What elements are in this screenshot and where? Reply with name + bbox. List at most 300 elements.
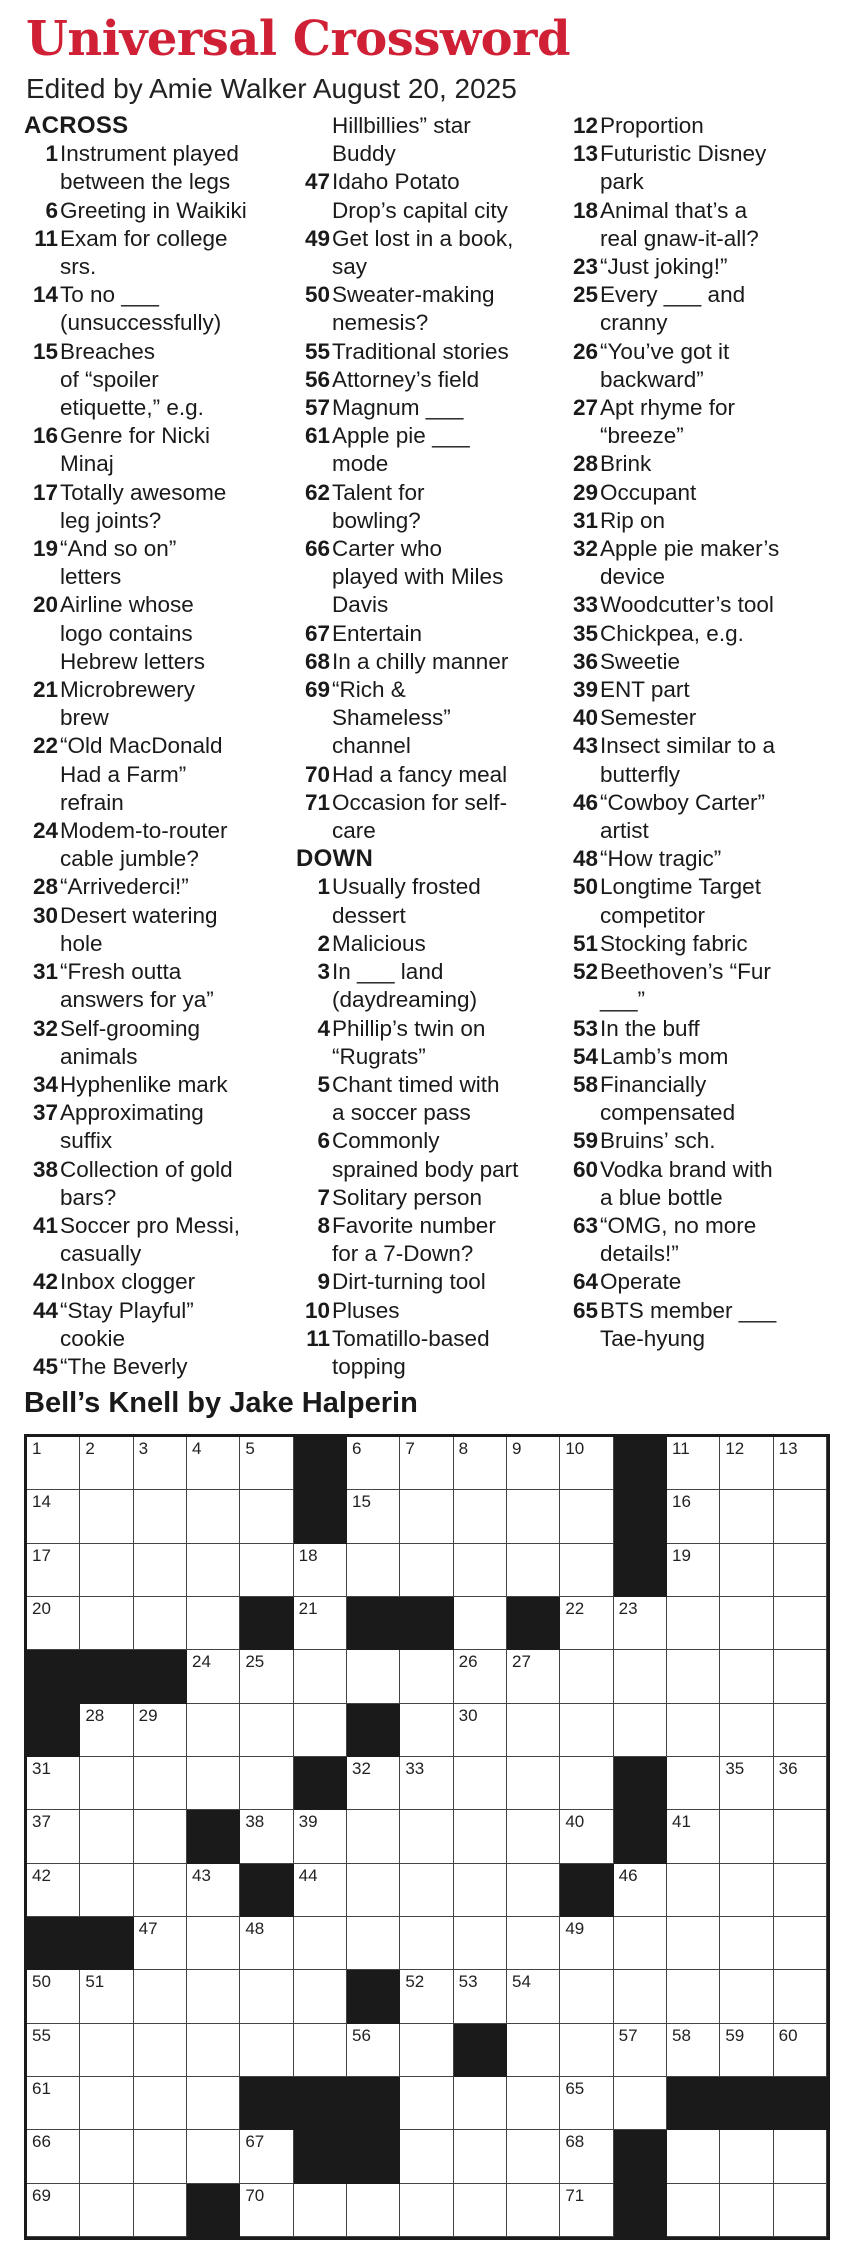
cell-number: 53 [458, 1972, 478, 1992]
grid-cell[interactable] [134, 1490, 187, 1543]
grid-cell[interactable] [667, 2130, 720, 2183]
clue-text: “You’ve got it [600, 338, 730, 364]
grid-cell[interactable] [294, 1650, 347, 1703]
grid-cell[interactable] [134, 1704, 187, 1757]
grid-cell[interactable] [614, 2024, 667, 2077]
grid-cell[interactable] [400, 2024, 453, 2077]
grid-cell[interactable] [560, 1810, 613, 1863]
clue-number: 11 [34, 225, 58, 251]
grid-cell[interactable] [560, 2184, 613, 2237]
grid-cell[interactable] [560, 2024, 613, 2077]
grid-cell[interactable] [240, 2130, 293, 2183]
grid-cell[interactable] [240, 1437, 293, 1490]
clue-text: Every ___ and [600, 282, 746, 308]
grid-cell[interactable] [240, 1544, 293, 1597]
clue-item [24, 1297, 264, 1325]
clue-number: 55 [304, 338, 330, 364]
clue-item [564, 620, 826, 648]
clue-item [564, 958, 826, 986]
grid-cell[interactable] [80, 1490, 133, 1543]
grid-cell[interactable] [347, 2024, 400, 2077]
grid-cell[interactable] [400, 2130, 453, 2183]
grid-cell[interactable] [347, 1437, 400, 1490]
grid-cell[interactable] [294, 1704, 347, 1757]
grid-cell[interactable] [667, 1864, 720, 1917]
clue-text: Instrument played [60, 141, 239, 167]
grid-cell[interactable] [134, 2024, 187, 2077]
clue-text: topping [332, 1353, 406, 1379]
grid-cell[interactable] [454, 1437, 507, 1490]
clue-item [296, 873, 551, 901]
grid-cell[interactable] [294, 1544, 347, 1597]
grid-cell[interactable] [454, 1704, 507, 1757]
grid-cell[interactable] [27, 2130, 80, 2183]
clue-number: 25 [572, 282, 598, 308]
grid-cell[interactable] [400, 2077, 453, 2130]
grid-cell[interactable] [560, 1650, 613, 1703]
grid-cell[interactable] [454, 1650, 507, 1703]
clue-text: letters [60, 564, 122, 590]
grid-cell[interactable] [294, 1970, 347, 2023]
grid-cell[interactable] [80, 1810, 133, 1863]
grid-cell[interactable] [347, 1917, 400, 1970]
grid-cell[interactable] [240, 1650, 293, 1703]
cell-number: 21 [298, 1599, 318, 1618]
clue-text: compensated [600, 1100, 736, 1126]
grid-cell[interactable] [774, 1864, 827, 1917]
clue-text: “Arrivederci!” [60, 874, 189, 900]
grid-cell[interactable] [614, 1650, 667, 1703]
grid-cell[interactable] [454, 1544, 507, 1597]
grid-cell[interactable] [507, 1970, 560, 2023]
grid-cell[interactable] [667, 1704, 720, 1757]
clue-number: 68 [304, 648, 330, 674]
grid-cell[interactable] [560, 1597, 613, 1650]
clue-text: “Cowboy Carter” [600, 789, 766, 815]
grid-cell[interactable] [667, 1490, 720, 1543]
grid-cell[interactable] [454, 1864, 507, 1917]
grid-cell[interactable] [774, 1437, 827, 1490]
clue-item [564, 197, 826, 225]
clue-item-continuation [564, 1184, 826, 1212]
grid-cell[interactable] [774, 1704, 827, 1757]
grid-cell[interactable] [240, 1970, 293, 2023]
clue-item-continuation [24, 1184, 264, 1212]
grid-block [27, 1650, 80, 1703]
clue-text: Malicious [332, 930, 426, 956]
grid-cell[interactable] [240, 1810, 293, 1863]
clue-item [564, 479, 826, 507]
grid-cell[interactable] [614, 1917, 667, 1970]
cell-number: 4 [192, 1439, 202, 1458]
clue-number: 8 [317, 1212, 330, 1238]
clue-text: Occupant [600, 479, 697, 505]
grid-cell[interactable] [27, 2184, 80, 2237]
grid-cell[interactable] [240, 1490, 293, 1543]
clue-item [24, 535, 264, 563]
grid-cell[interactable] [667, 2184, 720, 2237]
grid-cell[interactable] [80, 1437, 133, 1490]
grid-cell[interactable] [80, 1704, 133, 1757]
grid-cell[interactable] [667, 1917, 720, 1970]
grid-cell[interactable] [80, 1970, 133, 2023]
clue-item-continuation [24, 1325, 264, 1353]
grid-cell[interactable] [80, 2077, 133, 2130]
grid-cell[interactable] [80, 2130, 133, 2183]
cell-number: 61 [32, 2079, 51, 2098]
grid-cell[interactable] [400, 1544, 453, 1597]
grid-cell[interactable] [134, 1544, 187, 1597]
grid-cell[interactable] [507, 1810, 560, 1863]
grid-cell[interactable] [400, 1650, 453, 1703]
clue-text: Approximating [60, 1100, 204, 1126]
clue-number: 64 [572, 1269, 598, 1295]
grid-cell[interactable] [240, 2024, 293, 2077]
grid-cell[interactable] [560, 2077, 613, 2130]
grid-cell[interactable] [294, 1864, 347, 1917]
clue-item-continuation [296, 1240, 551, 1268]
grid-cell[interactable] [614, 1864, 667, 1917]
grid-cell[interactable] [667, 1757, 720, 1810]
clue-item [24, 676, 264, 704]
clue-number: 46 [572, 789, 598, 815]
clue-item [296, 338, 551, 366]
grid-cell[interactable] [294, 1597, 347, 1650]
clue-text: real gnaw-it-all? [600, 225, 759, 251]
grid-cell[interactable] [774, 1490, 827, 1543]
grid-cell[interactable] [27, 1437, 80, 1490]
grid-cell[interactable] [187, 1970, 240, 2023]
grid-cell[interactable] [294, 1810, 347, 1863]
grid-cell[interactable] [134, 1757, 187, 1810]
clue-item-continuation [24, 507, 264, 535]
grid-cell[interactable] [80, 1864, 133, 1917]
grid-cell[interactable] [720, 1490, 773, 1543]
grid-cell[interactable] [774, 1810, 827, 1863]
grid-cell[interactable] [720, 1917, 773, 1970]
clue-number: 27 [572, 395, 598, 421]
grid-cell[interactable] [560, 1544, 613, 1597]
grid-cell[interactable] [774, 2130, 827, 2183]
grid-cell[interactable] [134, 1970, 187, 2023]
clue-text: Usually frosted [332, 874, 481, 900]
cell-number: 22 [565, 1599, 585, 1618]
grid-cell[interactable] [507, 2024, 560, 2077]
grid-cell[interactable] [560, 1704, 613, 1757]
cell-number: 8 [458, 1439, 469, 1458]
grid-cell[interactable] [720, 1864, 773, 1917]
grid-cell[interactable] [507, 1864, 560, 1917]
grid-cell[interactable] [560, 1917, 613, 1970]
grid-cell[interactable] [187, 2077, 240, 2130]
grid-cell[interactable] [27, 2024, 80, 2077]
clue-item [24, 1156, 264, 1184]
grid-cell[interactable] [27, 2077, 80, 2130]
clue-text: Get lost in a book, [332, 225, 514, 251]
cell-number: 19 [672, 1545, 691, 1565]
grid-cell[interactable] [507, 2184, 560, 2237]
grid-cell[interactable] [187, 1704, 240, 1757]
clue-number: 37 [32, 1100, 58, 1126]
cell-number: 67 [245, 2132, 265, 2152]
grid-cell[interactable] [667, 2024, 720, 2077]
grid-cell[interactable] [240, 1704, 293, 1757]
cell-number: 56 [352, 2025, 371, 2045]
clue-number: 12 [572, 113, 598, 138]
grid-cell[interactable] [507, 1650, 560, 1703]
grid-cell[interactable] [80, 1757, 133, 1810]
clue-text: To no ___ [60, 282, 159, 308]
down-clue-list-continued [564, 112, 826, 1353]
grid-cell[interactable] [774, 1757, 827, 1810]
grid-cell[interactable] [347, 1864, 400, 1917]
grid-cell[interactable] [720, 1437, 773, 1490]
clue-item-continuation [564, 761, 826, 789]
grid-cell[interactable] [80, 2184, 133, 2237]
grid-cell[interactable] [507, 1437, 560, 1490]
grid-cell[interactable] [507, 1704, 560, 1757]
grid-cell[interactable] [400, 1490, 453, 1543]
clue-text: Airline whose [60, 592, 194, 618]
clue-item [564, 1043, 826, 1071]
clue-item [24, 591, 264, 619]
grid-cell[interactable] [187, 1864, 240, 1917]
grid-cell[interactable] [134, 2077, 187, 2130]
grid-cell[interactable] [400, 1704, 453, 1757]
grid-cell[interactable] [134, 1597, 187, 1650]
clue-number: 61 [304, 423, 330, 449]
clue-text: Genre for Nicki [60, 423, 211, 449]
grid-cell[interactable] [187, 1437, 240, 1490]
cell-number: 18 [298, 1545, 318, 1565]
grid-block [347, 2130, 400, 2183]
grid-cell[interactable] [507, 2077, 560, 2130]
grid-cell[interactable] [347, 1650, 400, 1703]
clue-text: Modem-to-router [60, 818, 228, 844]
grid-cell[interactable] [187, 1757, 240, 1810]
grid-cell[interactable] [720, 1544, 773, 1597]
grid-cell[interactable] [347, 1544, 400, 1597]
clue-text: “Stay Playful” [60, 1297, 194, 1323]
grid-cell[interactable] [27, 1970, 80, 2023]
grid-cell[interactable] [27, 1544, 80, 1597]
clue-item-continuation [296, 1353, 551, 1381]
clue-number: 63 [572, 1212, 598, 1238]
clue-text: Apt rhyme for [600, 395, 736, 421]
grid-cell[interactable] [774, 1544, 827, 1597]
grid-block [134, 1650, 187, 1703]
clue-item [24, 732, 264, 760]
clue-text: Self-grooming [60, 1015, 201, 1041]
clue-item [564, 1015, 826, 1043]
grid-cell[interactable] [187, 1917, 240, 1970]
grid-cell[interactable] [774, 2184, 827, 2237]
grid-cell[interactable] [774, 1650, 827, 1703]
grid-cell[interactable] [720, 1597, 773, 1650]
grid-cell[interactable] [667, 1544, 720, 1597]
grid-cell[interactable] [27, 1597, 80, 1650]
grid-cell[interactable] [454, 1917, 507, 1970]
grid-block [294, 2077, 347, 2130]
clue-number: 57 [304, 395, 330, 421]
clue-text: Shameless” [332, 705, 451, 731]
clue-text: Drop’s capital city [332, 197, 508, 223]
grid-cell[interactable] [187, 1490, 240, 1543]
grid-cell[interactable] [720, 1970, 773, 2023]
grid-cell[interactable] [80, 1597, 133, 1650]
grid-block [614, 1490, 667, 1543]
grid-cell[interactable] [720, 2184, 773, 2237]
clue-text: Pluses [332, 1297, 400, 1323]
clue-number: 32 [572, 536, 598, 562]
clue-item [564, 535, 826, 563]
grid-cell[interactable] [720, 1757, 773, 1810]
clue-item-continuation [24, 620, 264, 648]
grid-cell[interactable] [560, 1970, 613, 2023]
grid-cell[interactable] [400, 1917, 453, 1970]
grid-cell[interactable] [560, 1437, 613, 1490]
grid-block [667, 2077, 720, 2130]
grid-cell[interactable] [614, 1597, 667, 1650]
grid-cell[interactable] [294, 1917, 347, 1970]
clue-item-continuation [24, 563, 264, 591]
grid-cell[interactable] [134, 2184, 187, 2237]
down-heading: DOWN [296, 845, 374, 873]
grid-cell[interactable] [400, 1810, 453, 1863]
grid-cell[interactable] [187, 1544, 240, 1597]
grid-cell[interactable] [667, 1437, 720, 1490]
grid-cell[interactable] [454, 1597, 507, 1650]
grid-cell[interactable] [454, 1757, 507, 1810]
grid-cell[interactable] [507, 1490, 560, 1543]
clue-item-continuation [564, 817, 826, 845]
grid-cell[interactable] [614, 1704, 667, 1757]
grid-cell[interactable] [347, 1490, 400, 1543]
grid-cell[interactable] [667, 1597, 720, 1650]
grid-cell[interactable] [560, 1490, 613, 1543]
grid-cell[interactable] [187, 1650, 240, 1703]
clue-item [24, 873, 264, 901]
grid-cell[interactable] [614, 2077, 667, 2130]
clue-text: Financially [600, 1071, 707, 1097]
clue-text: Buddy [332, 141, 396, 167]
grid-cell[interactable] [294, 2184, 347, 2237]
grid-cell[interactable] [774, 2024, 827, 2077]
clue-text: ENT part [600, 677, 690, 703]
cell-number: 41 [672, 1812, 691, 1832]
grid-cell[interactable] [347, 1757, 400, 1810]
grid-cell[interactable] [720, 1650, 773, 1703]
grid-cell[interactable] [454, 2077, 507, 2130]
grid-cell[interactable] [400, 1864, 453, 1917]
grid-cell[interactable] [240, 2184, 293, 2237]
grid-cell[interactable] [774, 1597, 827, 1650]
grid-cell[interactable] [27, 1810, 80, 1863]
grid-cell[interactable] [134, 1917, 187, 1970]
grid-cell[interactable] [134, 1437, 187, 1490]
grid-cell[interactable] [347, 2184, 400, 2237]
grid-cell[interactable] [774, 1917, 827, 1970]
grid-cell[interactable] [400, 1437, 453, 1490]
cell-number: 35 [725, 1759, 745, 1778]
clue-item [24, 1099, 264, 1127]
grid-cell[interactable] [720, 1704, 773, 1757]
clue-number: 66 [304, 536, 330, 562]
clue-number: 1 [45, 141, 58, 167]
grid-block [614, 1544, 667, 1597]
clue-number: 26 [572, 338, 598, 364]
grid-cell[interactable] [667, 1650, 720, 1703]
grid-cell[interactable] [454, 1490, 507, 1543]
grid-cell[interactable] [507, 1757, 560, 1810]
clue-text: Brink [600, 451, 652, 477]
grid-cell[interactable] [187, 2130, 240, 2183]
clue-item-continuation [24, 450, 264, 478]
grid-cell[interactable] [27, 1864, 80, 1917]
grid-cell[interactable] [400, 1757, 453, 1810]
grid-cell[interactable] [667, 1810, 720, 1863]
clue-text: “OMG, no more [600, 1212, 757, 1238]
grid-cell[interactable] [720, 2024, 773, 2077]
grid-cell[interactable] [27, 1490, 80, 1543]
grid-cell[interactable] [774, 1970, 827, 2023]
grid-cell[interactable] [560, 2130, 613, 2183]
clue-text: sprained body part [332, 1156, 519, 1182]
grid-cell[interactable] [400, 2184, 453, 2237]
grid-cell[interactable] [454, 2130, 507, 2183]
grid-cell[interactable] [27, 1757, 80, 1810]
grid-cell[interactable] [454, 2184, 507, 2237]
clue-number: 14 [32, 282, 58, 308]
cell-number: 29 [138, 1705, 158, 1725]
grid-cell[interactable] [454, 1970, 507, 2023]
clue-text: competitor [600, 902, 706, 928]
clue-item-continuation [24, 761, 264, 789]
grid-cell[interactable] [614, 1970, 667, 2023]
clue-number: 45 [32, 1353, 58, 1379]
grid-cell[interactable] [507, 1917, 560, 1970]
grid-cell[interactable] [187, 1597, 240, 1650]
grid-cell[interactable] [80, 2024, 133, 2077]
grid-cell[interactable] [720, 1810, 773, 1863]
cell-number: 11 [672, 1439, 690, 1458]
clue-item [296, 394, 551, 422]
grid-cell[interactable] [294, 2024, 347, 2077]
grid-cell[interactable] [80, 1544, 133, 1597]
grid-cell[interactable] [187, 2024, 240, 2077]
clue-item-continuation [564, 1240, 826, 1268]
grid-cell[interactable] [347, 1810, 400, 1863]
grid-cell[interactable] [507, 1544, 560, 1597]
grid-cell[interactable] [134, 1864, 187, 1917]
clue-text: Hillbillies” star [332, 113, 471, 138]
grid-cell[interactable] [240, 1757, 293, 1810]
clue-text: casually [60, 1241, 142, 1267]
grid-cell[interactable] [720, 2130, 773, 2183]
grid-cell[interactable] [240, 1917, 293, 1970]
cell-number: 38 [245, 1812, 265, 1832]
cell-number: 58 [672, 2025, 691, 2045]
grid-cell[interactable] [454, 1810, 507, 1863]
grid-cell[interactable] [400, 1970, 453, 2023]
grid-cell[interactable] [667, 1970, 720, 2023]
grid-cell[interactable] [507, 2130, 560, 2183]
clue-item [24, 902, 264, 930]
grid-cell[interactable] [560, 1757, 613, 1810]
grid-cell[interactable] [134, 2130, 187, 2183]
clue-text: logo contains [60, 620, 193, 646]
grid-cell[interactable] [134, 1810, 187, 1863]
